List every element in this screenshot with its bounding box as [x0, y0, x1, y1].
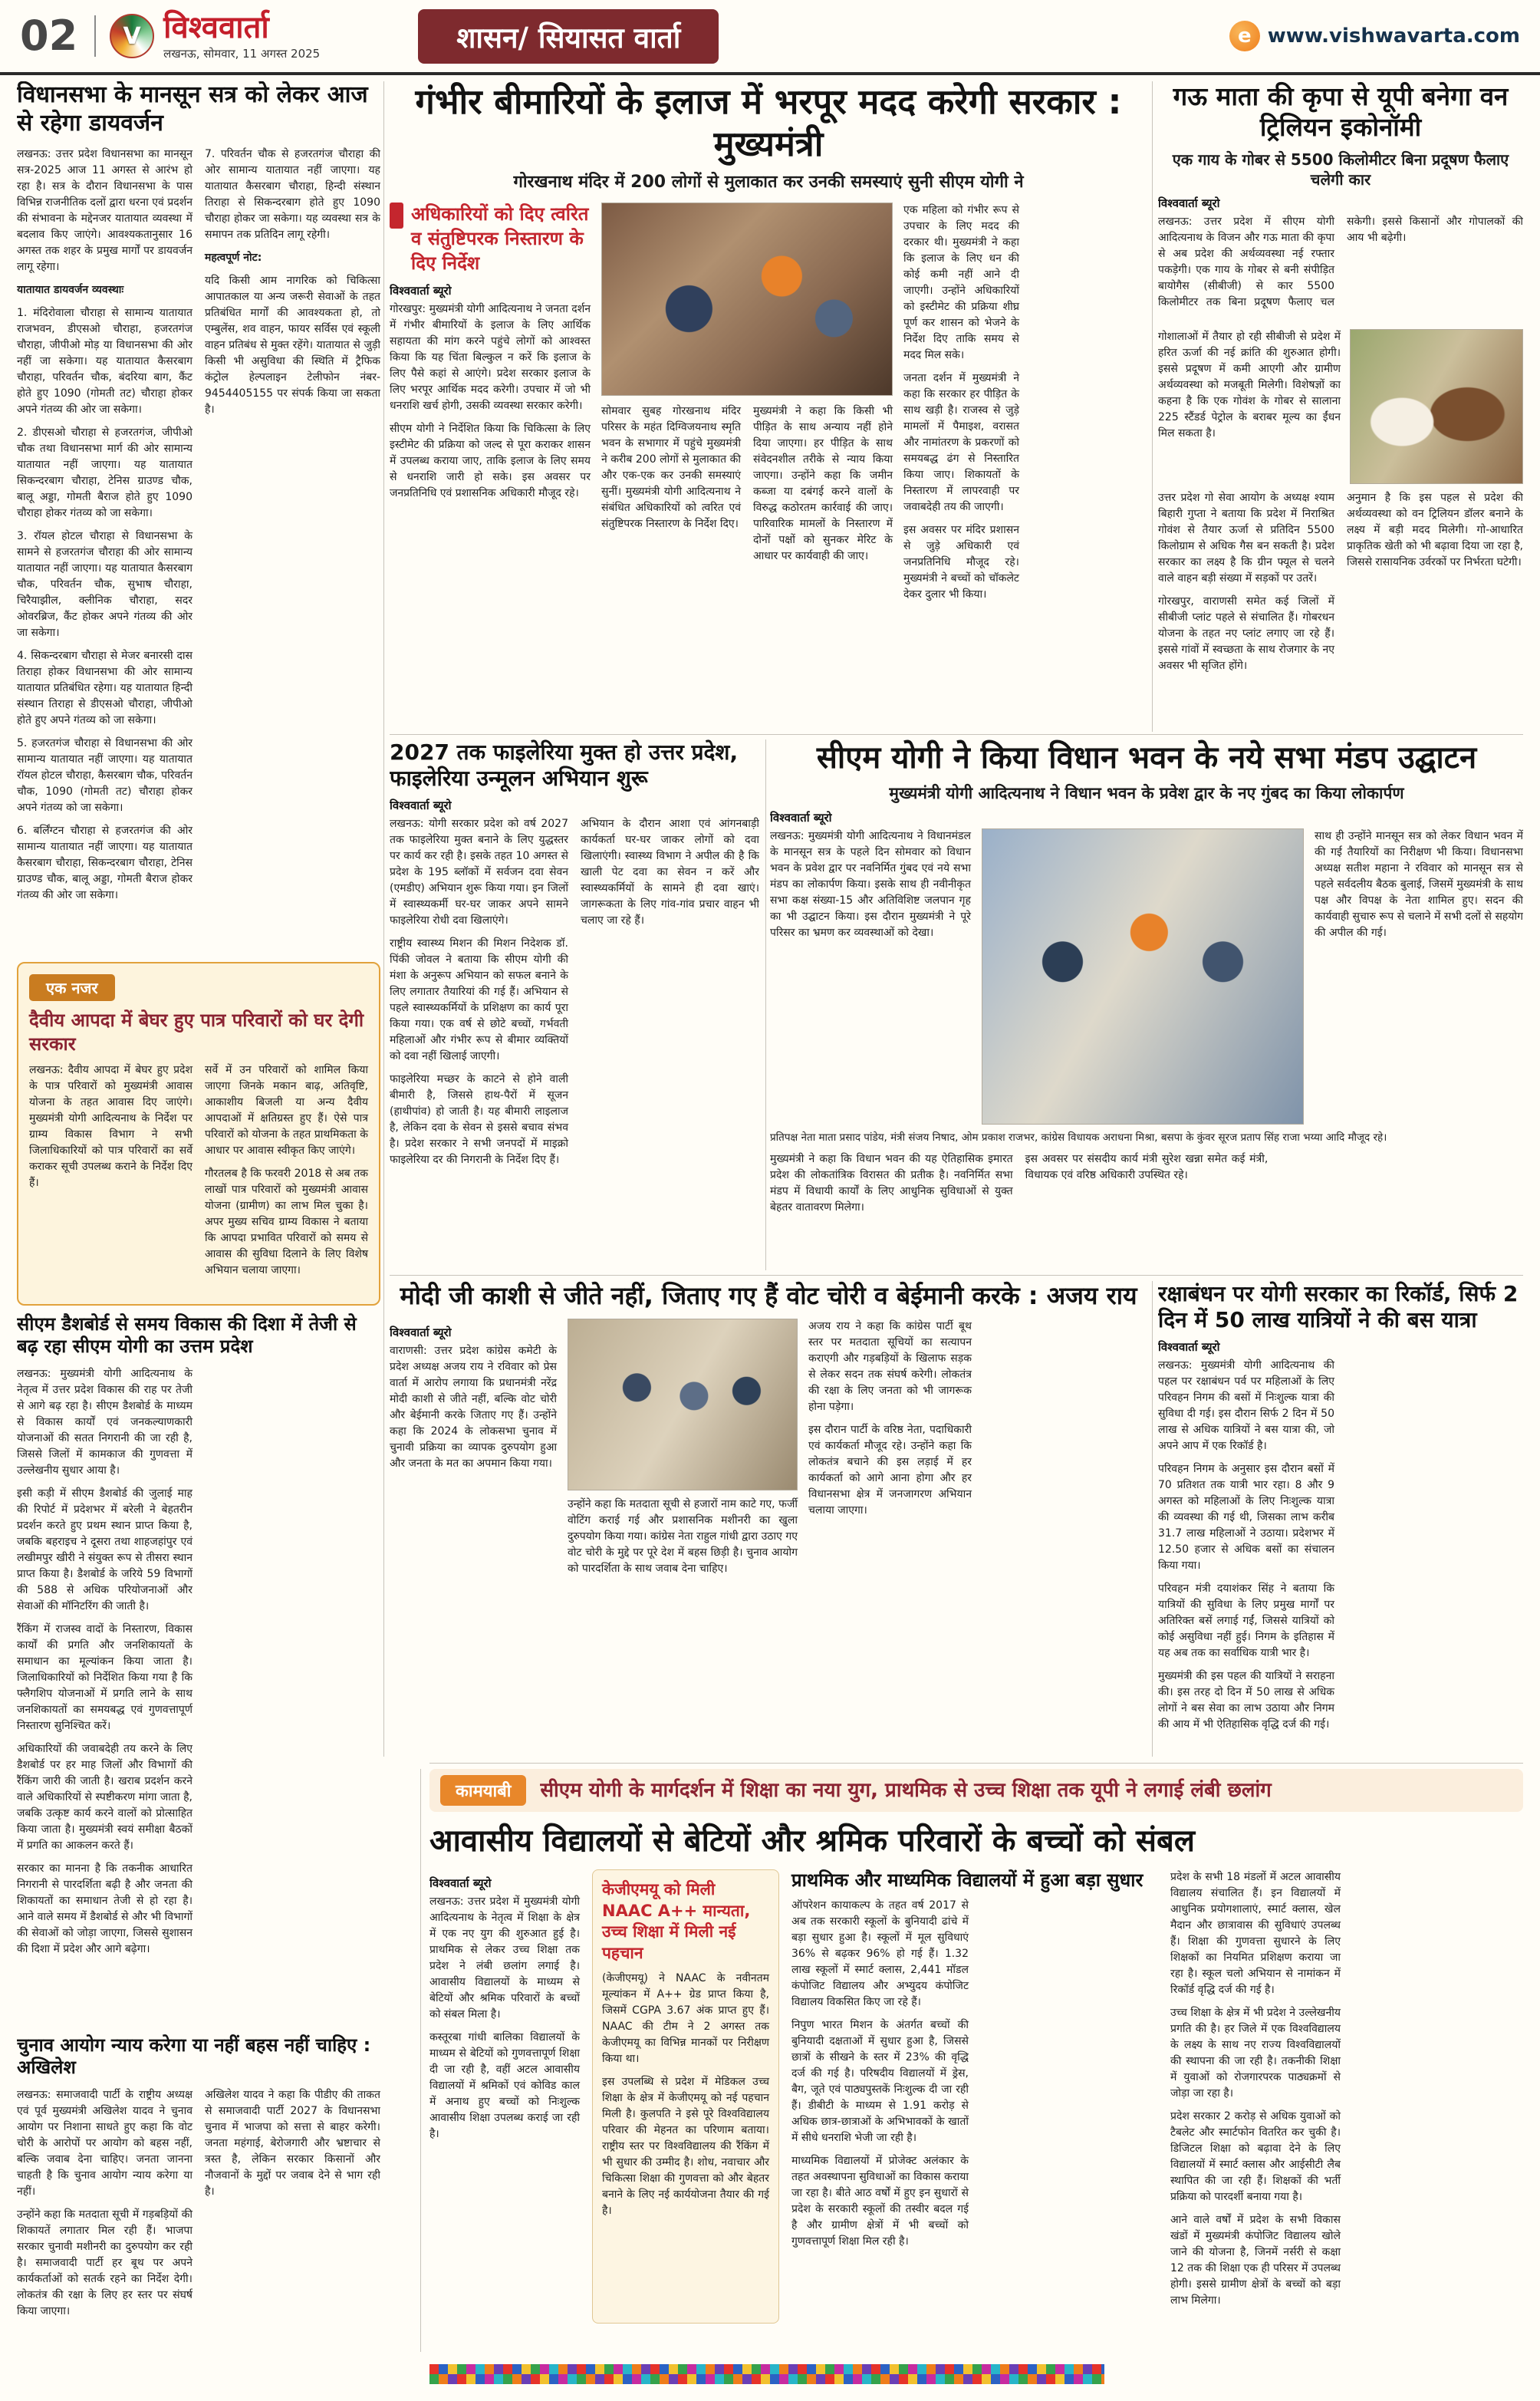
headline: सीएम डैशबोर्ड से समय विकास की दिशा में तेजी से बढ़ रहा सीएम योगी का उत्तम प्रदेश — [17, 1313, 357, 1358]
body-paragraph: गौरतलब है कि फरवरी 2018 से अब तक लाखों पात्र परिवारों को मुख्यमंत्री आवास योजना (ग्रामीण) का लाभ मिल चुका है। अपर मुख्य सचिव ग्राम्य विकास ने बताया कि आपदा प्रभावित परिवारों को समय से आवास की सुविधा दिलाने के लिए विशेष अभियान चलाया जाएगा। — [205, 1168, 368, 1277]
body-paragraph: फाइलेरिया मच्छर के काटने से होने वाली बीमारी है, जिससे हाथ-पैरों में सूजन (हाथीपांव) हो जाती है। यह बीमारी लाइलाज है, लेकिन दवा के सेवन से इससे बचाव संभव है। प्रदेश सरकार ने सभी जनपदों में माइक्रो फाइलेरिया दर की निगरानी के निर्देश दिए हैं। — [390, 1073, 568, 1167]
color-strip-row — [429, 2364, 1104, 2374]
headline: प्राथमिक और माध्यमिक विद्यालयों में हुआ बड़ा सुधार — [791, 1869, 1143, 1891]
headline: 2027 तक फाइलेरिया मुक्त हो उत्तर प्रदेश, फाइलेरिया उन्मूलन अभियान शुरू — [390, 739, 739, 792]
subheadline: गोरखनाथ मंदिर में 200 लोगों से मुलाकात कर उनकी समस्याएं सुनी सीएम योगी ने — [513, 172, 1024, 192]
byline: विश्ववार्ता ब्यूरो — [1158, 196, 1220, 210]
body-paragraph: अधिकारियों की जवाबदेही तय करने के लिए डैशबोर्ड पर हर माह जिलों और विभागों की रैंकिंग जारी की जाती है। खराब प्रदर्शन करने वाले अधिकारियों से स्पष्टीकरण मांगा जाता है, जबकि उत्कृष्ट कार्य करने वालों को प्रोत्साहित किया जाता है। मुख्यमंत्री स्वयं समीक्षा बैठकों में प्रगति का आकलन करते हैं। — [17, 1742, 192, 1852]
body-paragraph: आने वाले वर्षों में प्रदेश के सभी विकास खंडों में मुख्यमंत्री कंपोजिट विद्यालय खोले जाने की योजना है, जिनमें नर्सरी से कक्षा 12 तक की शिक्षा एक ही परिसर में उपलब्ध होगी। इससे ग्रामीण क्षेत्रों के बच्चों को बड़ा लाभ मिलेगा। — [1170, 2213, 1341, 2307]
globe-icon: e — [1229, 21, 1260, 51]
highlight-text: अधिकारियों को दिए त्वरित व संतुष्टिपरक निस्तारण के दिए निर्देश — [411, 203, 589, 274]
body-paragraph: लखनऊ: योगी सरकार प्रदेश को वर्ष 2027 तक फाइलेरिया मुक्त बनाने के लिए युद्धस्तर पर कार्य कर रही है। इसके तहत 10 अगस्त से प्रदेश के 195 ब्लॉकों में सर्वजन दवा सेवन (एमडीए) अभियान शुरू किया गया। इन जिलों में स्वास्थ्यकर्मी घर-घर जाकर अपने सामने फाइलेरिया रोधी दवा खिलाएंगे। — [390, 818, 568, 927]
body-paragraph: सर्वे में उन परिवारों को शामिल किया जाएगा जिनके मकान बाढ़, अतिवृष्टि, आकाशीय बिजली या अन्य दैवीय आपदाओं में क्षतिग्रस्त हुए हैं। ऐसे पात्र परिवारों को योजना के तहत प्राथमिकता के आधार पर आवास स्वीकृत किए जाएंगे। — [205, 1064, 368, 1158]
body-paragraph: इस अवसर पर संसदीय कार्य मंत्री सुरेश खन्ना समेत कई मंत्री, विधायक एवं वरिष्ठ अधिकारी उपस्थित रहे। — [1025, 1152, 1269, 1181]
body-paragraph: सोमवार सुबह गोरखनाथ मंदिर परिसर के महंत दिग्विजयनाथ स्मृति भवन के सभागार में पहुंचे मुख्यमंत्री ने करीब 200 लोगों से मुलाकात की और एक-एक कर उनकी समस्याएं सुनीं। मुख्यमंत्री योगी आदित्यनाथ ने संबंधित अधिकारियों को त्वरित एवं संतुष्टिपरक निस्तारण के निर्देश दिए। — [601, 405, 741, 531]
body-paragraph: रैंकिंग में राजस्व वादों के निस्तारण, विकास कार्यों की प्रगति और जनशिकायतों के समाधान का मूल्यांकन किया जाता है। जिलाधिकारियों को निर्देशित किया गया है कि फ्लैगशिप योजनाओं में प्रगति लाने के साथ जनशिकायतों का समयबद्ध एवं गुणवत्तापूर्ण निस्तारण सुनिश्चित करें। — [17, 1622, 192, 1732]
masthead-title: विश्ववार्ता — [163, 9, 269, 45]
photo-caption: प्रतिपक्ष नेता माता प्रसाद पांडेय, मंत्री संजय निषाद, ओम प्रकाश राजभर, कांग्रेस विधायक अराधना मिश्रा, बसपा के कुंवर सूरज प्रताप सिंह राजा भय्या आदि मौजूद रहे। — [770, 1131, 1387, 1145]
byline: विश्ववार्ता ब्यूरो — [1158, 1340, 1220, 1355]
body-paragraph: परिवहन मंत्री दयाशंकर सिंह ने बताया कि यात्रियों की सुविधा के लिए प्रमुख मार्गों पर अतिरिक्त बसें लगाई गईं, जिससे यात्रियों को कोई असुविधा नहीं हुई। निगम के इतिहास में यह अब तक का सर्वाधिक यात्री भार है। — [1158, 1583, 1334, 1660]
page-number: 02 — [20, 15, 96, 57]
column-rule — [1152, 81, 1153, 732]
body-paragraph: इस उपलब्धि से प्रदेश में मेडिकल उच्च शिक्षा के क्षेत्र में केजीएमयू को नई पहचान मिली है। कुलपति ने इसे पूरे विश्वविद्यालय परिवार की मेहनत का परिणाम बताया। राष्ट्रीय स्तर पर विश्वविद्यालय की रैंकिंग में भी सुधार की उम्मीद है। शोध, नवाचार और चिकित्सा शिक्षा की गुणवत्ता को और बेहतर बनाने के लिए नई कार्ययोजना तैयार की गई है। — [602, 2075, 769, 2217]
headline: आवासीय विद्यालयों से बेटियों और श्रमिक परिवारों के बच्चों को संबल — [429, 1823, 1195, 1859]
headline: केजीएमयू को मिली NAAC A++ मान्यता, उच्च शिक्षा में मिली नई पहचान — [602, 1879, 751, 1962]
press-conference-photo — [568, 1319, 798, 1490]
body-paragraph: मुख्यमंत्री की इस पहल की यात्रियों ने सराहना की। इस तरह दो दिन में 50 लाख से अधिक लोगों ने बस सेवा का लाभ उठाया और निगम की आय में भी ऐतिहासिक वृद्धि दर्ज की गई। — [1158, 1670, 1334, 1731]
body-paragraph: लखनऊ: उत्तर प्रदेश में सीएम योगी आदित्यनाथ के विजन और गऊ माता की कृपा से अब प्रदेश की अर्थव्यवस्था नई रफ्तार पकड़ेगी। एक गाय के गोबर से बनी संपीड़ित बायोगैस (सीबीजी) से कार 5500 किलोमीटर तक बिना प्रदूषण फैलाए चल सकेगी। इससे किसानों और गोपालकों की आय भी बढ़ेगी। — [1158, 215, 1523, 308]
kicker-banner — [429, 1769, 1523, 1812]
byline: विश्ववार्ता ब्यूरो — [429, 1876, 492, 1890]
body-paragraph: अभियान के दौरान आशा एवं आंगनबाड़ी कार्यकर्ता घर-घर जाकर लोगों को दवा खिलाएंगी। स्वास्थ्य विभाग ने अपील की है कि खाली पेट दवा का सेवन न करें और स्वास्थ्यकर्मियों के सामने ही दवा खाएं। जागरूकता के लिए गांव-गांव प्रचार वाहन भी चलाए जा रहे हैं। — [581, 818, 759, 927]
body-paragraph: महत्वपूर्ण नोट: — [205, 252, 262, 265]
section-divider — [429, 1763, 1523, 1764]
body-paragraph: 5. हजरतगंज चौराहा से विधानसभा की ओर सामान्य यातायात नहीं जाएगा। यह यातायात रॉयल होटल चौराहा, कैसरबाग चौक, परिवर्तन चौक, 1090 (गोमती तट) चौराहा होकर अपने गंतव्य को जा सकेगा। — [17, 737, 192, 815]
body-paragraph: प्रदेश सरकार 2 करोड़ से अधिक युवाओं को टैबलेट और स्मार्टफोन वितरित कर चुकी है। डिजिटल शिक्षा को बढ़ावा देने के लिए विद्यालयों में स्मार्ट क्लास और आईसीटी लैब स्थापित की जा रही हैं। शिक्षकों की भर्ती प्रक्रिया को पारदर्शी बनाया गया है। — [1170, 2110, 1341, 2203]
website-link[interactable] — [1229, 21, 1520, 51]
body-paragraph: इस दौरान पार्टी के वरिष्ठ नेता, पदाधिकारी एवं कार्यकर्ता मौजूद रहे। उन्होंने कहा कि लोकतंत्र बचाने की इस लड़ाई में हर कार्यकर्ता को आगे आना होगा और हर विधानसभा क्षेत्र में जनजागरण अभियान चलाया जाएगा। — [808, 1424, 972, 1517]
body-paragraph: गोशालाओं में तैयार हो रही सीबीजी से प्रदेश में हरित ऊर्जा की नई क्रांति की शुरुआत होगी। इससे प्रदूषण में कमी आएगी और ग्रामीण अर्थव्यवस्था को मजबूती मिलेगी। विशेषज्ञों का कहना है कि एक गोवंश के गोबर से सालाना 225 स्टैंडर्ड पेट्रोल के बराबर मूल्य का ईंधन मिल सकता है। — [1158, 330, 1341, 440]
body-paragraph: माध्यमिक विद्यालयों में प्रोजेक्ट अलंकार के तहत अवस्थापना सुविधाओं का विकास कराया जा रहा है। बीते आठ वर्षों में हुए इन सुधारों से प्रदेश के सरकारी स्कूलों की तस्वीर बदल गई है और ग्रामीण क्षेत्रों में भी बच्चों को गुणवत्तापूर्ण शिक्षा मिल रही है। — [791, 2155, 969, 2248]
body-paragraph: गोरखपुर, वाराणसी समेत कई जिलों में सीबीजी प्लांट पहले से संचालित हैं। गोबरधन योजना के तहत नए प्लांट लगाए जा रहे हैं। इससे गांवों में स्वच्छता के साथ रोजगार के नए अवसर भी सृजित होंगे। — [1158, 594, 1334, 672]
body-paragraph: राष्ट्रीय स्वास्थ्य म‍िशन की मिशन निदेशक डॉ. पिंकी जोवल ने बताया कि सीएम योगी की मंशा के अनुरूप अभियान को सफल बनाने के लिए लगातार तैयारियां की गई हैं। अभियान से पहले स्वास्थ्यकर्मियों के प्रशिक्षण का कार्य पूरा किया गया। एक वर्ष से छोटे बच्चों, गर्भवती महिलाओं और गंभीर रूप से बीमार व्यक्तियों को दवा नहीं खिलाई जाएगी। — [390, 937, 568, 1063]
body-paragraph: उत्तर प्रदेश गो सेवा आयोग के अध्यक्ष श्याम बिहारी गुप्ता ने बताया कि प्रदेश में निराश्रित गोवंश से तैयार ऊर्जा से प्रतिदिन 5500 किलोग्राम से अधिक गैस बन सकती है। प्रदेश सरकार का लक्ष्य है कि ग्रीन फ्यूल से चलने वाले वाहन बड़ी संख्या में सड़कों पर उतरें। — [1158, 491, 1334, 585]
body-paragraph: लखनऊ: दैवीय आपदा में बेघर हुए प्रदेश के पात्र परिवारों को मुख्यमंत्री आवास योजना के तहत आवास दिए जाएंगे। मुख्यमंत्री योगी आदित्यनाथ के निर्देश पर ग्राम्य विकास विभाग ने सभी जिलाधिकारियों को पात्र परिवारों का सर्वे कराकर सूची उपलब्ध कराने के निर्देश दिए हैं। — [29, 1064, 192, 1190]
article-education — [429, 1769, 1523, 2352]
body-paragraph: 7. परिवर्तन चौक से हजरतगंज चौराहा की ओर सामान्य यातायात नहीं जाएगा। यह यातायात कैसरबाग चौराहा, हिन्दी संस्थान तिराहा से सिकन्दरबाग होते हुए 1090 चौराहा होकर जा सकेगा। यह व्यवस्था सत्र के समापन तक प्रतिदिन लागू रहेगी। — [205, 148, 380, 242]
body-paragraph: गोरखपुर: मुख्यमंत्री योगी आदित्यनाथ ने जनता दर्शन में गंभीर बीमारियों के इलाज के लिए आर्थिक सहायता की मांग करने पहुंचे लोगों को आश्वस्त किया कि यह चिंता बिल्कुल न करें कि इलाज के लिए पैसे कहां से आएंगे। प्रदेश सरकार इलाज के लिए भरपूर आर्थिक मदद करेगी। उपचार में जो भी धनराशि खर्च होगी, उसकी व्यवस्था सरकार करेगी। — [390, 303, 591, 413]
article-dashboard — [17, 1313, 380, 2027]
body-paragraph: अखिलेश यादव ने कहा कि पीडीए की ताकत से समाजवादी पार्टी 2027 के विधानसभा चुनाव में भाजपा को सत्ता से बाहर करेगी। जनता महंगाई, बेरोजगारी और भ्रष्टाचार से त्रस्त है, लेकिन सरकार किसानों और नौजवानों के मुद्दों पर जवाब देने से भाग रही है। — [205, 2088, 380, 2198]
byline: विश्ववार्ता ब्यूरो — [770, 811, 832, 825]
masthead-dateline: लखनऊ, सोमवार, 11 अगस्त 2025 — [163, 46, 321, 61]
headline: दैवीय आपदा में बेघर हुए पात्र परिवारों को घर देगी सरकार — [29, 1009, 364, 1056]
page-header — [0, 0, 1540, 75]
body-paragraph: 3. रॉयल होटल चौराहा से विधानसभा के सामने से हजरतगंज चौराहा की ओर सामान्य यातायात नहीं जाएगा। यह यातायात कैसरबाग चौक, परिवर्तन चौक, सुभाष चौराहा, चिरैयाझील, क्लीनिक चौराहा, सदर ओवरब्रिज, कैंट होकर अपने गंतव्य की ओर जा सकेगा। — [17, 530, 192, 640]
body-paragraph: 1. मंदिरोवाला चौराहा से सामान्य यातायात राजभवन, डीएसओ चौराहा, हजरतगंज चौराहा, जीपीओ मोड़ या विधानसभा की ओर नहीं जा सकेगा। यह यातायात कैसरबाग चौराहा, परिवर्तन चौक, बंदरिया बाग, कैंट होते हुए 1090 (गोमती तट) चौराहा होकर अपने गंतव्य की ओर जा सकेगा। — [17, 307, 192, 417]
body-paragraph: लखनऊ: मुख्यमंत्री योगी आदित्यनाथ के नेतृत्व में उत्तर प्रदेश विकास की राह पर तेजी से आगे बढ़ रहा है। सीएम डैशबोर्ड के माध्यम से विकास कार्यों एवं जनकल्याणकारी योजनाओं की सतत निगरानी की जा रही है, जिससे जिलों में कामकाज की गुणवत्ता में उल्लेखनीय सुधार आया है। — [17, 1367, 192, 1477]
byline: विश्ववार्ता ब्यूरो — [390, 799, 452, 813]
body-paragraph: लखनऊ: समाजवादी पार्टी के राष्ट्रीय अध्यक्ष एवं पूर्व मुख्यमंत्री अखिलेश यादव ने चुनाव आयोग पर निशाना साधते हुए कहा कि वोट चोरी के आरोपों पर आयोग को बहस नहीं, बल्कि जवाब देना चाहिए। जनता जानना चाहती है कि चुनाव आयोग न्याय करेगा या नहीं। — [17, 2088, 192, 2198]
subheadline: एक गाय के गोबर से 5500 किलोमीटर बिना प्रदूषण फैलाए चलेगी कार — [1172, 150, 1509, 189]
highlight-box — [390, 203, 591, 275]
body-paragraph: एक महिला को गंभीर रूप से उपचार के लिए मदद की दरकार थी। मुख्यमंत्री ने कहा कि इलाज के लिए धन की कोई कमी नहीं आने दी जाएगी। उन्होंने अधिकारियों को इस्टीमेट की प्रक्रिया शीघ्र पूर्ण कर शासन को भेजने के निर्देश दिए ताकि समय से मदद मिल सके। — [903, 204, 1019, 362]
headline: विधानसभा के मानसून सत्र को लेकर आज से रहेगा डायवर्जन — [17, 81, 368, 137]
body-paragraph: सीएम योगी ने निर्देशित किया कि चिकित्सा के लिए इस्टीमेट की प्रक्रिया को जल्द से पूरा कराकर शासन में उपलब्ध कराया जाए, ताकि इलाज के लिए समय से धनराशि जारी हो सके। इस अवसर पर जनप्रतिनिधि एवं प्रशासनिक अधिकारी मौजूद रहे। — [390, 423, 591, 500]
masthead-logo-icon: V — [110, 14, 154, 58]
headline: रक्षाबंधन पर योगी सरकार का रिकॉर्ड, सिर्फ 2 दिन में 50 लाख यात्रियों ने की बस यात्रा — [1158, 1281, 1519, 1333]
article-election — [17, 2034, 380, 2350]
body-paragraph: वाराणसी: उत्तर प्रदेश कांग्रेस कमेटी के प्रदेश अध्यक्ष अजय राय ने रविवार को प्रेस वार्ता में आरोप लगाया कि प्रधानमंत्री नरेंद्र मोदी काशी से जीते नहीं, बल्कि वोट चोरी और बेईमानी करके जिताए गए हैं। उन्होंने कहा कि 2024 के लोकसभा चुनाव में चुनावी प्रक्रिया का व्यापक दुरुपयोग हुआ और जनता के मत का अपमान किया गया। — [390, 1345, 557, 1471]
website-url: www.vishwavarta.com — [1267, 25, 1520, 48]
body-paragraph: ऑपरेशन कायाकल्प के तहत वर्ष 2017 से अब तक सरकारी स्कूलों के बुनियादी ढांचे में बड़ा सुधार हुआ है। स्कूलों में मूल सुविधाएं 36% से बढ़कर 96% हो गई हैं। 1.32 लाख स्कूलों में स्मार्ट क्लास, 2,441 मॉडल कंपोजिट विद्यालय और अभ्युदय कंपोजिट विद्यालय विकसित किए जा रहे हैं। — [791, 1899, 969, 2009]
kgmu-box — [592, 1869, 779, 2324]
janata-darshan-photo — [601, 203, 893, 396]
body-paragraph: लखनऊ: मुख्यमंत्री योगी आदित्यनाथ ने विधानमंडल के मानसून सत्र के पहले दिन सोमवार को विधान भवन के प्रवेश द्वार पर नवनिर्मित गुंबद एवं नये सभा मंडप का लोकार्पण किया। इसके साथ ही नवीनीकृत सभा कक्ष संख्या-15 और अतिविशिष्ट जलपान गृह का भी उद्घाटन किया। इस दौरान मुख्यमंत्री ने पूरे परिसर का भ्रमण कर व्यवस्थाओं को देखा। — [770, 830, 971, 940]
byline: विश्ववार्ता ब्यूरो — [390, 1326, 452, 1340]
body-paragraph: अनुमान है कि इस पहल से प्रदेश की अर्थव्यवस्था को वन ट्रिलियन डॉलर बनाने के लक्ष्य में बड़ी मदद मिलेगी। गो-आधारित प्राकृतिक खेती को भी बढ़ावा दिया जा रहा है, जिससे रासायनिक उर्वरकों पर निर्भरता घटेगी। — [1347, 491, 1523, 568]
body-paragraph: परिवहन निगम के अनुसार इस दौरान बसों में 70 प्रतिशत तक यात्री भार रहा। 8 और 9 अगस्त को महिलाओं के लिए निःशुल्क यात्रा की व्यवस्था की गई थी, जिसका लाभ करीब 31.7 लाख महिलाओं ने उठाया। प्रदेशभर में 12.50 हजार से अधिक बसों का संचालन किया गया। — [1158, 1463, 1334, 1573]
article-rakshabandhan — [1158, 1281, 1523, 1757]
inauguration-photo — [982, 828, 1304, 1125]
headline: मोदी जी काशी से जीते नहीं, जिताए गए हैं वोट चोरी व बेईमानी करके : अजय राय — [400, 1281, 1137, 1310]
body-paragraph: उन्होंने कहा कि मतदाता सूची में गड़बड़ियों की शिकायतें लगातार मिल रही हैं। भाजपा सरकार चुनावी मशीनरी का दुरुपयोग कर रही है। समाजवादी पार्टी हर बूथ पर अपने कार्यकर्ताओं को सतर्क रहने का निर्देश देगी। लोकतंत्र की रक्षा के लिए हर स्तर पर संघर्ष किया जाएगा। — [17, 2208, 192, 2317]
quote-mark-icon — [390, 203, 403, 229]
kicker-label: कामयाबी — [440, 1775, 526, 1806]
banner-headline: सीएम योगी के मार्गदर्शन में शिक्षा का नया युग, प्राथमिक से उच्च शिक्षा तक यूपी ने लगाई लंबी छलांग — [540, 1778, 1272, 1802]
body-paragraph: 4. सिकन्दरबाग चौराहा से मेजर बनारसी दास तिराहा होकर विधानसभा की ओर सामान्य यातायात प्रतिबंधित रहेगा। यह यातायात हिन्दी संस्थान तिराहा से डीएसओ चौराहा, जीपीओ होते हुए अपने गंतव्य को जा सकेगा। — [17, 650, 192, 727]
section-banner — [418, 9, 719, 64]
body-paragraph: निपुण भारत मिशन के अंतर्गत बच्चों की बुनियादी दक्षताओं में सुधार हुआ है, जिससे छात्रों के सीखने के स्तर में 23% की वृद्धि दर्ज की गई है। परिषदीय विद्यालयों में ड्रेस, बैग, जूते एवं पाठ्यपुस्तकें निःशुल्क दी जा रही हैं। डीबीटी के माध्यम से 1.91 करोड़ से अधिक छात्र-छात्राओं के अभिभावकों के खातों में सीधे धनराशि भेजी जा रही है। — [791, 2019, 969, 2145]
body-paragraph: उन्होंने कहा कि मतदाता सूची से हजारों नाम काटे गए, फर्जी वोटिंग कराई गई और प्रशासनिक मशीनरी का खुला दुरुपयोग किया गया। कांग्रेस नेता राहुल गांधी द्वारा उठाए गए वोट चोरी के मुद्दे पर पूरे देश में बहस छिड़ी है। चुनाव आयोग को पारदर्शिता के साथ जवाब देना चाहिए। — [568, 1498, 798, 1576]
body-paragraph: कस्तूरबा गांधी बालिका विद्यालयों के माध्यम से बेटियों को गुणवत्तापूर्ण शिक्षा दी जा रही है, वहीं अटल आवासीय विद्यालयों में श्रमिकों एवं कोविड काल में अनाथ हुए बच्चों को निःशुल्क आवासीय शिक्षा उपलब्ध कराई जा रही है। — [429, 2030, 580, 2140]
ek-nazar-tab: एक नजर — [29, 974, 115, 1001]
body-paragraph: इस अवसर पर मंदिर प्रशासन से जुड़े अधिकारी एवं जनप्रतिनिधि मौजूद रहे। मुख्यमंत्री ने बच्चों को चॉकलेट देकर दुलार भी किया। — [903, 524, 1019, 601]
article-cow-economy — [1158, 81, 1523, 730]
column-rule — [1152, 1281, 1153, 1757]
article-cm-help — [390, 81, 1147, 730]
column-rule — [383, 81, 384, 1757]
cows-photo — [1350, 329, 1523, 484]
headline: चुनाव आयोग न्याय करेगा या नहीं बहस नहीं चाहिए : अखिलेश — [17, 2034, 371, 2079]
section-title: शासन/ सियासत वार्ता — [456, 21, 681, 54]
body-paragraph: जनता दर्शन में मुख्यमंत्री ने कहा कि सरकार हर पीड़ित के साथ खड़ी है। राजस्व से जुड़े मामलों में पैमाइश, वरासत और नामांतरण के प्रकरणों को समयबद्ध ढंग से निस्तारित किया जाए। शिकायतों के निस्तारण में लापरवाही पर जवाबदेही तय की जाएगी। — [903, 372, 1019, 514]
body-paragraph: सरकार का मानना है कि तकनीक आधारित निगरानी से पारदर्शिता बढ़ी है और जनता की शिकायतों का समाधान तेजी से हो रहा है। आने वाले समय में डैशबोर्ड से और भी विभागों की सेवाओं को जोड़ा जाएगा, जिससे सुशासन की दिशा में प्रदेश और आगे बढ़ेगा। — [17, 1862, 192, 1955]
headline: गऊ माता की कृपा से यूपी बनेगा वन ट्रिलियन इकोनॉमी — [1173, 81, 1509, 143]
body-paragraph: अजय राय ने कहा कि कांग्रेस पार्टी बूथ स्तर पर मतदाता सूचियों का सत्यापन कराएगी और गड़बड़ियों के खिलाफ सड़क से लेकर सदन तक संघर्ष करेगी। लोकतंत्र की रक्षा के लिए जनता को भी जागरूक होना पड़ेगा। — [808, 1320, 972, 1414]
masthead — [110, 9, 321, 61]
body-paragraph: (केजीएमयू) ने NAAC के नवीनतम मूल्यांकन में A++ ग्रेड प्राप्त किया है, जिसमें CGPA 3.67 अंक प्राप्त हुए हैं। NAAC की टीम ने 2 अगस्त तक केजीएमयू का विभिन्न मानकों पर निरीक्षण किया था। — [602, 1971, 769, 2065]
byline: विश्ववार्ता ब्यूरो — [390, 284, 452, 298]
body-paragraph: लखनऊ: उत्तर प्रदेश विधानसभा का मानसून सत्र-2025 आज 11 अगस्त से आरंभ हो रहा है। सत्र के दौरान विधानसभा के पास विभिन्न राजनीतिक दलों द्वारा धरना एवं प्रदर्शन की संभावना के मद्देनजर यातायात व्यवस्था में बदलाव किए जाएंगे। आवश्यकतानुसार 16 अगस्त तक शहर के प्रमुख मार्गों पर डायवर्जन लागू रहेगा। — [17, 148, 192, 274]
body-paragraph: 6. बर्लिंग्टन चौराहा से हजरतगंज की ओर सामान्य यातायात नहीं जाएगा। यह यातायात कैसरबाग चौराहा, सिकन्दरबाग चौराहा, टेनिस ग्राउण्ड चौक, बालू अड्डा, गोमती बैराज होकर गंतव्य की ओर जा सकेगा। — [17, 825, 192, 902]
body-paragraph: मुख्यमंत्री ने कहा कि विधान भवन की यह ऐतिहासिक इमारत प्रदेश की लोकतांत्रिक विरासत की प्रतीक है। नवनिर्मित सभा मंडप में विधायी कार्यों के लिए आधुनिक सुविधाओं से युक्त बेहतर वातावरण मिलेगा। — [770, 1152, 1013, 1214]
headline: सीएम योगी ने किया विधान भवन के नये सभा मंडप उद्घाटन — [816, 740, 1477, 776]
body-paragraph: मुख्यमंत्री ने कहा कि किसी भी पीड़ित के साथ अन्याय नहीं होने दिया जाएगा। हर पीड़ित के साथ संवेदनशील तरीके से न्याय किया जाएगा। उन्होंने कहा कि जमीन कब्जा या दबंगई करने वालों के विरुद्ध कठोरतम कार्रवाई की जाए। पारिवारिक मामलों के निस्तारण में दोनों पक्षों को सुनकर मेरिट के आधार पर कार्यवाही की जाए। — [753, 405, 893, 563]
column-rule — [765, 739, 766, 1270]
body-paragraph: उच्च शिक्षा के क्षेत्र में भी प्रदेश ने उल्लेखनीय प्रगति की है। हर जिले में एक विश्वविद्यालय के लक्ष्य के साथ नए राज्य विश्वविद्यालयों की स्थापना की जा रही है। तकनीकी शिक्षा में युवाओं को रोजगारपरक पाठ्यक्रमों से जोड़ा जा रहा है। — [1170, 2006, 1341, 2100]
article-filaria — [390, 739, 759, 1270]
section-divider — [390, 734, 1523, 735]
column-rule — [420, 1769, 421, 2352]
subheadline: मुख्यमंत्री योगी आदित्यनाथ ने विधान भवन के प्रवेश द्वार के नए गुंबद का किया लोकार्पण — [889, 783, 1404, 802]
article-modi-ajay-rai — [390, 1281, 1147, 1757]
body-paragraph: साथ ही उन्होंने मानसून सत्र को लेकर विधान भवन में की गई तैयारियों का निरीक्षण भी किया। विधानसभा अध्यक्ष सतीश महाना ने रविवार को मानसून सत्र से पहले सर्वदलीय बैठक बुलाई, जिसमें मुख्यमंत्री के साथ पक्ष और विपक्ष के नेता शामिल हुए। सदन की कार्यवाही सुचारु रूप से चलाने में सभी दलों से सहयोग की अपील की गई। — [1315, 830, 1523, 940]
body-paragraph: यातायात डायवर्जन व्यवस्थाः — [17, 284, 124, 297]
article-diversion — [17, 81, 380, 953]
section-divider — [390, 1275, 1523, 1276]
article-vidhan-bhavan — [770, 739, 1523, 1270]
body-paragraph: यदि किसी आम नागरिक को चिकित्सा आपातकाल या अन्य जरूरी सेवाओं के तहत प्रतिबंधित मार्गों की आवश्यकता हो, तो एम्बुलेंस, शव वाहन, फायर सर्विस एवं स्कूली वाहन प्रतिबंध से मुक्त रहेंगे। यातायात से जुड़ी किसी भी असुविधा की स्थिति में ट्रैफिक कंट्रोल हेल्पलाइन टेलीफोन नंबर- 9454405155 पर संपर्क किया जा सकता है। — [205, 275, 380, 417]
headline: गंभीर बीमारियों के इलाज में भरपूर मदद करेगी सरकार : मुख्यमंत्री — [415, 81, 1122, 164]
color-strip — [429, 2364, 1104, 2384]
body-paragraph: प्रदेश के सभी 18 मंडलों में अटल आवासीय विद्यालय संचालित हैं। इन विद्यालयों में आधुनिक प्रयोगशालाएं, स्मार्ट क्लास, खेल मैदान और छात्रावास की सुविधाएं उपलब्ध हैं। शिक्षा की गुणवत्ता सुधारने के लिए शिक्षकों का नियमित प्रशिक्षण कराया जा रहा है। स्कूल चलो अभियान से नामांकन में रिकॉर्ड वृद्धि दर्ज की गई है। — [1170, 1870, 1341, 1996]
body-paragraph: इसी कड़ी में सीएम डैशबोर्ड की जुलाई माह की रिपोर्ट में प्रदेशभर में बरेली ने बेहतरीन प्रदर्शन करते हुए प्रथम स्थान प्राप्त किया है, जबकि बहराइच ने दूसरा तथा शाहजहांपुर एवं लखीमपुर खीरी ने संयुक्त रूप से तीसरा स्थान प्राप्त किया है। डैशबोर्ड के जरिये 59 विभागों की 588 से अधिक परियोजनाओं और सेवाओं की मॉनिटरिंग की जाती है। — [17, 1487, 192, 1612]
body-paragraph: लखनऊ: मुख्यमंत्री योगी आदित्यनाथ की पहल पर रक्षाबंधन पर्व पर महिलाओं के लिए परिवहन निगम की बसों में निःशुल्क यात्रा की सुविधा दी गई। इस दौरान सिर्फ 2 दिन में 50 लाख से अधिक यात्रियों ने बस यात्रा की, जो अपने आप में एक रिकॉर्ड है। — [1158, 1359, 1334, 1453]
article-ek-nazar — [17, 962, 380, 1306]
body-paragraph: लखनऊ: उत्तर प्रदेश में मुख्यमंत्री योगी आदित्यनाथ के नेतृत्व में शिक्षा के क्षेत्र में एक नए युग की शुरुआत हुई है। प्राथमिक से लेकर उच्च शिक्षा तक प्रदेश ने लंबी छलांग लगाई है। आवासीय विद्यालयों के माध्यम से बेटियों और श्रमिक परिवारों के बच्चों को संबल मिला है। — [429, 1895, 580, 2021]
body-paragraph: 2. डीएसओ चौराहा से हजरतगंज, जीपीओ चौक तथा विधानसभा मार्ग की ओर सामान्य यातायात नहीं जाएगा। यह यातायात सिकन्दरबाग चौराहा, टेनिस ग्राउण्ड चौक, बालू अड्डा, गोमती बैराज होते हुए 1090 चौराहा होकर गंतव्य को जा सकेगा। — [17, 427, 192, 520]
color-strip-row — [429, 2374, 1104, 2384]
